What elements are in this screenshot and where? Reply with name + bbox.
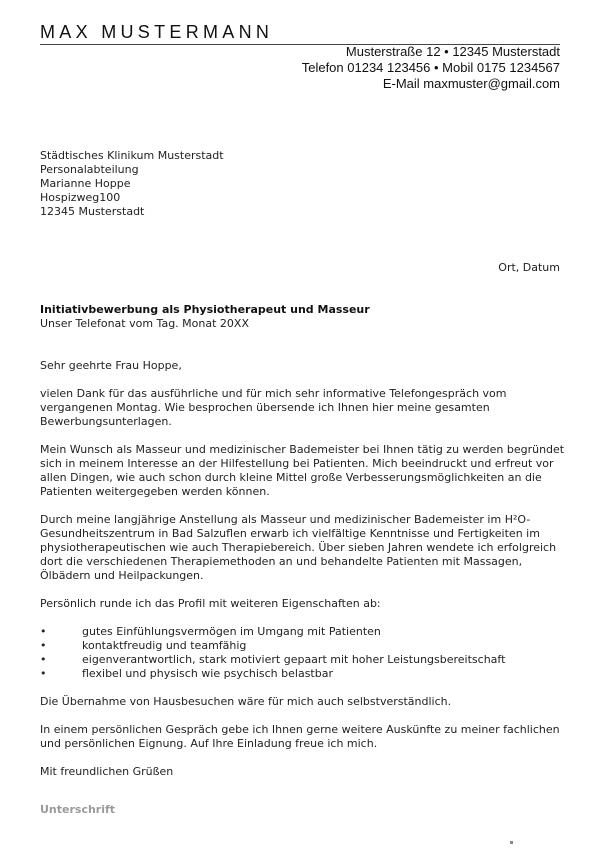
recipient-line: 12345 Musterstadt	[40, 205, 145, 218]
sender-contact-block	[302, 44, 560, 92]
sender-email: E-Mail maxmuster@gmail.com	[382, 76, 560, 91]
recipient-address	[40, 149, 224, 219]
list-item	[40, 653, 565, 667]
closing: Mit freundlichen Grüßen	[40, 765, 174, 778]
subject-reference: Unser Telefonat vom Tag. Monat 20XX	[40, 317, 249, 330]
list-item-text: kontaktfreudig und teamfähig	[82, 639, 247, 652]
sender-address: Musterstraße 12 • 12345 Musterstadt	[345, 44, 560, 59]
list-item	[40, 625, 565, 639]
salutation: Sehr geehrte Frau Hoppe,	[40, 359, 182, 372]
paragraph: Mein Wunsch als Masseur und medizinischer Bademeister bei Ihnen tätig zu werden begründet sich in meinem Interesse an der Hilfestellung bei Patienten. Mich beeindruckt und erfreut vor allen Dingen, wie auch schon durch kleine Mittel große Verbesserungsmöglichkeiten an die Patienten weitergegeben werden können.	[40, 443, 565, 498]
place-date: Ort, Datum	[498, 261, 560, 274]
list-item-text: gutes Einfühlungsvermögen im Umgang mit Patienten	[82, 625, 381, 638]
paragraph: In einem persönlichen Gespräch gebe ich Ihnen gerne weitere Auskünfte zu meiner fachlichen und persönlichen Eignung. Auf Ihre Einladung freue ich mich.	[40, 723, 560, 750]
subject-block	[40, 303, 370, 331]
paragraph: Durch meine langjährige Anstellung als Masseur und medizinischer Bademeister im H²O-Gesundheitszentrum in Bad Salzuflen erwarb ich vielfältige Kenntnisse und Fertigkeiten im physiotherapeutischen wie auch Therapiebereich. Über sieben Jahren wendete ich erfolgreich dort die verschiedenen Therapiemethoden an und behandelte Patienten mit Massagen, Ölbädern und Heilpackungen.	[40, 513, 557, 582]
letter-body	[40, 359, 565, 793]
page-corner-mark	[510, 841, 513, 844]
list-item	[40, 639, 565, 653]
sender-name: MAX MUSTERMANN	[40, 22, 274, 42]
qualities-list	[40, 625, 565, 681]
list-item-text: eigenverantwortlich, stark motiviert gepaart mit hoher Leistungsbereitschaft	[82, 653, 506, 666]
recipient-line: Hospizweg100	[40, 191, 121, 204]
subject-title: Initiativbewerbung als Physiotherapeut und Masseur	[40, 303, 370, 316]
recipient-line: Personalabteilung	[40, 163, 139, 176]
list-item-text: flexibel und physisch wie psychisch belastbar	[82, 667, 333, 680]
bullet-icon: •	[40, 653, 47, 666]
paragraph: Die Übernahme von Hausbesuchen wäre für mich auch selbstverständlich.	[40, 695, 452, 708]
bullet-icon: •	[40, 625, 47, 638]
list-item	[40, 667, 565, 681]
paragraph: Persönlich runde ich das Profil mit weiteren Eigenschaften ab:	[40, 597, 381, 610]
bullet-icon: •	[40, 639, 47, 652]
bullet-icon: •	[40, 667, 47, 680]
recipient-line: Städtisches Klinikum Musterstadt	[40, 149, 224, 162]
sender-phone: Telefon 01234 123456 • Mobil 0175 1234567	[301, 60, 560, 75]
paragraph: vielen Dank für das ausführliche und für mich sehr informative Telefongespräch vom vergangenen Montag. Wie besprochen übersende ich Ihnen hier meine gesamten Bewerbungsunterlagen.	[40, 387, 507, 428]
signature-placeholder: Unterschrift	[40, 803, 116, 816]
recipient-line: Marianne Hoppe	[40, 177, 131, 190]
